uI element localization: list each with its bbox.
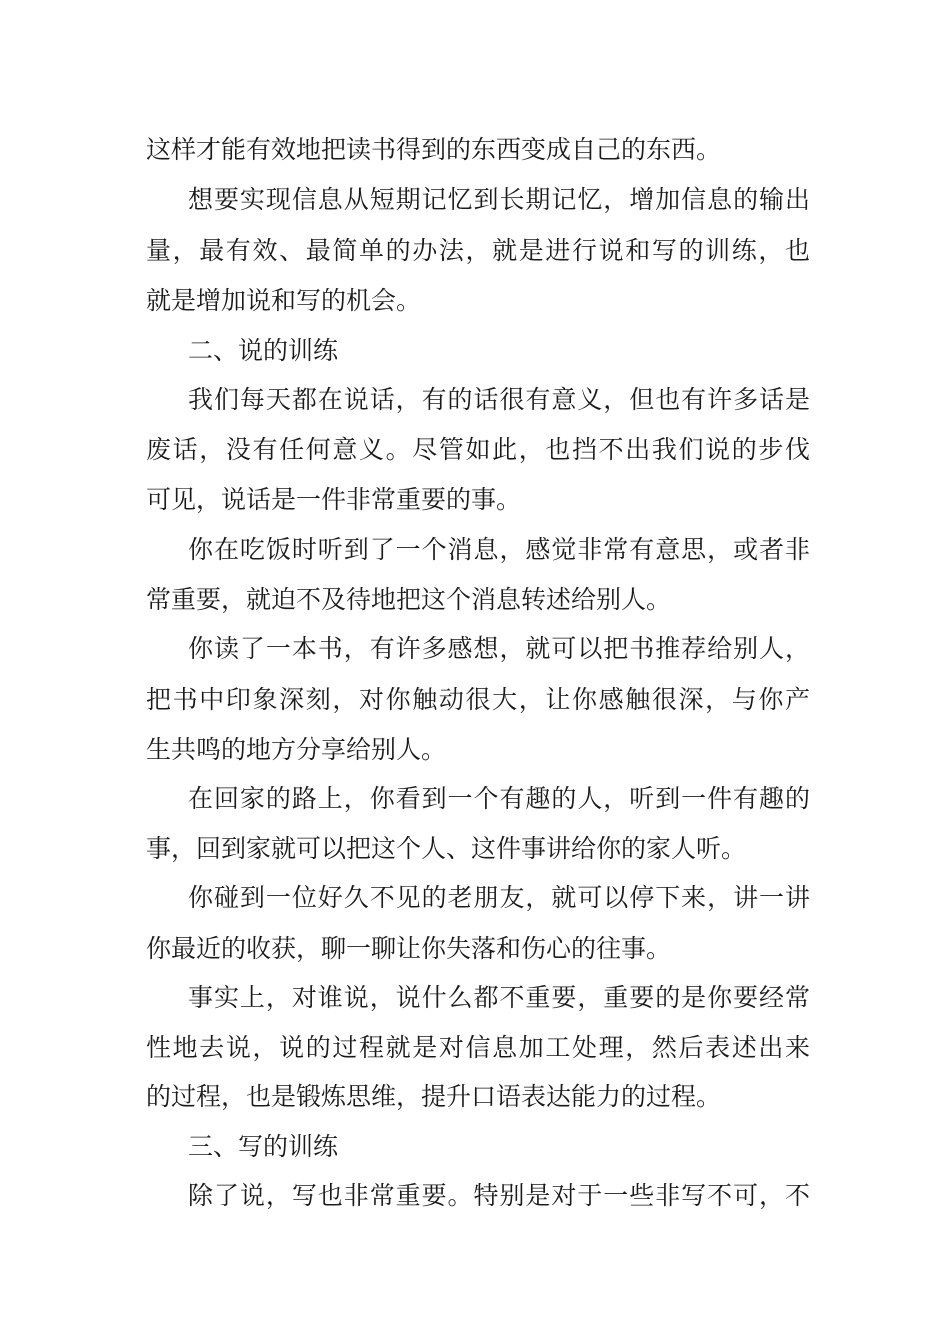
- text-line: 的过程，也是锻炼思维，提升口语表达能力的过程。: [146, 1082, 722, 1111]
- paragraph-first-line: 想要实现信息从短期记忆到长期记忆，增加信息的输出: [188, 185, 810, 214]
- text-line: 把书中印象深刻，对你触动很大，让你感触很深，与你产: [146, 685, 810, 714]
- text-line: 性地去说，说的过程就是对信息加工处理，然后表述出来: [146, 1033, 810, 1062]
- text-line: 废话，没有任何意义。尽管如此，也挡不出我们说的步伐: [146, 435, 810, 464]
- paragraph-first-line: 事实上，对谁说，说什么都不重要，重要的是你要经常: [188, 983, 810, 1012]
- text-line: 就是增加说和写的机会。: [146, 286, 422, 315]
- text-line: 常重要，就迫不及待地把这个消息转述给别人。: [146, 585, 672, 614]
- text-line: 你最近的收获，聊一聊让你失落和伤心的往事。: [146, 934, 672, 963]
- paragraph-first-line: 除了说，写也非常重要。特别是对于一些非写不可，不: [188, 1181, 810, 1210]
- text-line: 可见，说话是一件非常重要的事。: [146, 485, 522, 514]
- text-line: 量，最有效、最简单的办法，就是进行说和写的训练，也: [146, 236, 810, 265]
- paragraph-first-line: 在回家的路上，你看到一个有趣的人，听到一件有趣的: [188, 784, 810, 813]
- text-line: 事，回到家就可以把这个人、这件事讲给你的家人听。: [146, 834, 747, 863]
- text-line: 这样才能有效地把读书得到的东西变成自己的东西。: [146, 135, 722, 164]
- section-heading: 二、说的训练: [188, 336, 339, 365]
- text-line: 生共鸣的地方分享给别人。: [146, 735, 447, 764]
- section-heading: 三、写的训练: [188, 1132, 339, 1161]
- paragraph-first-line: 你碰到一位好久不见的老朋友，就可以停下来，讲一讲: [188, 883, 810, 912]
- paragraph-first-line: 你读了一本书，有许多感想，就可以把书推荐给别人，: [188, 634, 810, 663]
- paragraph-first-line: 我们每天都在说话，有的话很有意义，但也有许多话是: [188, 385, 810, 414]
- paragraph-first-line: 你在吃饭时听到了一个消息，感觉非常有意思，或者非: [188, 535, 810, 564]
